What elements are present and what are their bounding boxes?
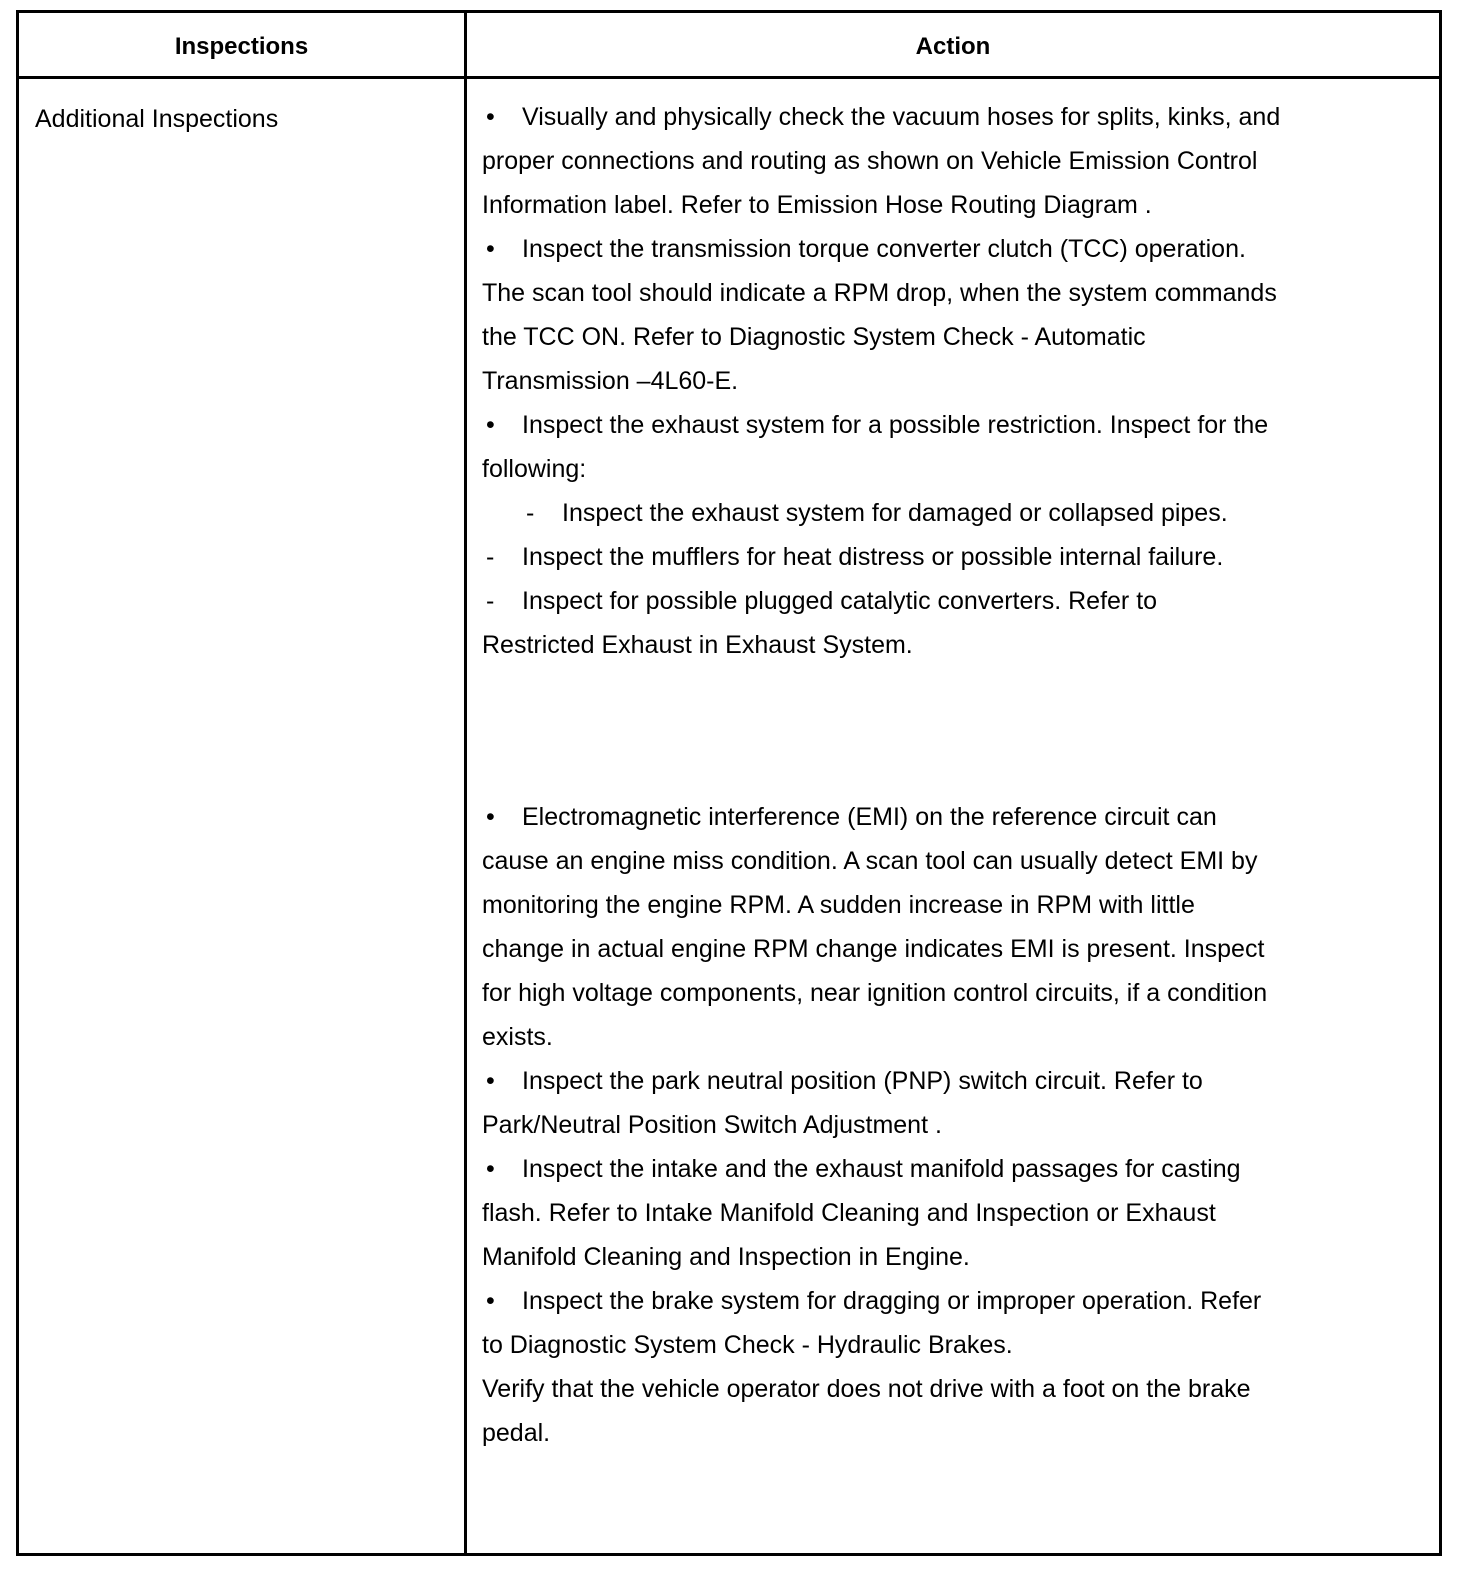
action-line: for high voltage components, near ignition control circuits, if a condition	[482, 979, 1268, 1007]
action-line: • Visually and physically check the vacuum hoses for splits, kinks, and	[482, 95, 1382, 139]
action-line: to Diagnostic System Check - Hydraulic Brakes.	[482, 1331, 1013, 1359]
dash-marker: -	[526, 499, 535, 527]
bullet-marker: •	[486, 1155, 495, 1183]
action-line: • Electromagnetic interference (EMI) on the reference circuit can	[482, 795, 1382, 839]
action-line: • Inspect the exhaust system for a possible restriction. Inspect for the	[482, 403, 1382, 447]
action-line: cause an engine miss condition. A scan tool can usually detect EMI by	[482, 847, 1258, 875]
action-line: - Inspect for possible plugged catalytic converters. Refer to	[482, 579, 1382, 623]
blank-gap	[482, 667, 1382, 795]
inspection-label: Additional Inspections	[35, 105, 279, 133]
action-line: following:	[482, 455, 587, 483]
action-line: pedal.	[482, 1419, 551, 1447]
bullet-marker: •	[486, 1067, 495, 1095]
action-line: Transmission –4L60-E.	[482, 367, 739, 395]
bullet-marker: •	[486, 803, 495, 831]
action-line: Verify that the vehicle operator does not drive with a foot on the brake	[482, 1375, 1251, 1403]
action-line: - Inspect the exhaust system for damaged or collapsed pipes.	[482, 491, 1382, 535]
action-line: flash. Refer to Intake Manifold Cleaning and Inspection or Exhaust	[482, 1199, 1216, 1227]
bullet-marker: •	[486, 103, 495, 131]
action-line: Manifold Cleaning and Inspection in Engine.	[482, 1243, 970, 1271]
header-action: Action	[915, 33, 991, 60]
action-line: • Inspect the brake system for dragging or improper operation. Refer	[482, 1279, 1382, 1323]
bullet-marker: •	[486, 1287, 495, 1315]
action-line: • Inspect the intake and the exhaust manifold passages for casting	[482, 1147, 1382, 1191]
dash-marker: -	[486, 543, 495, 571]
action-line: monitoring the engine RPM. A sudden increase in RPM with little	[482, 891, 1195, 919]
inspection-table	[16, 10, 1442, 1556]
action-line: • Inspect the park neutral position (PNP) switch circuit. Refer to	[482, 1059, 1382, 1103]
header-divider	[19, 76, 1439, 79]
bullet-marker: •	[486, 411, 495, 439]
action-line: Restricted Exhaust in Exhaust System.	[482, 631, 913, 659]
action-line: proper connections and routing as shown on Vehicle Emission Control	[482, 147, 1258, 175]
action-cell	[482, 95, 1382, 1455]
action-line: - Inspect the mufflers for heat distress or possible internal failure.	[482, 535, 1382, 579]
action-line: • Inspect the transmission torque converter clutch (TCC) operation.	[482, 227, 1382, 271]
column-divider	[464, 13, 467, 1553]
action-line: change in actual engine RPM change indicates EMI is present. Inspect	[482, 935, 1265, 963]
action-line: exists.	[482, 1023, 553, 1051]
bullet-marker: •	[486, 235, 495, 263]
action-line: Park/Neutral Position Switch Adjustment .	[482, 1111, 942, 1139]
header-inspections: Inspections	[174, 33, 309, 60]
action-line: Information label. Refer to Emission Hose Routing Diagram .	[482, 191, 1152, 219]
action-line: The scan tool should indicate a RPM drop, when the system commands	[482, 279, 1277, 307]
action-line: the TCC ON. Refer to Diagnostic System Check - Automatic	[482, 323, 1146, 351]
dash-marker: -	[486, 587, 495, 615]
